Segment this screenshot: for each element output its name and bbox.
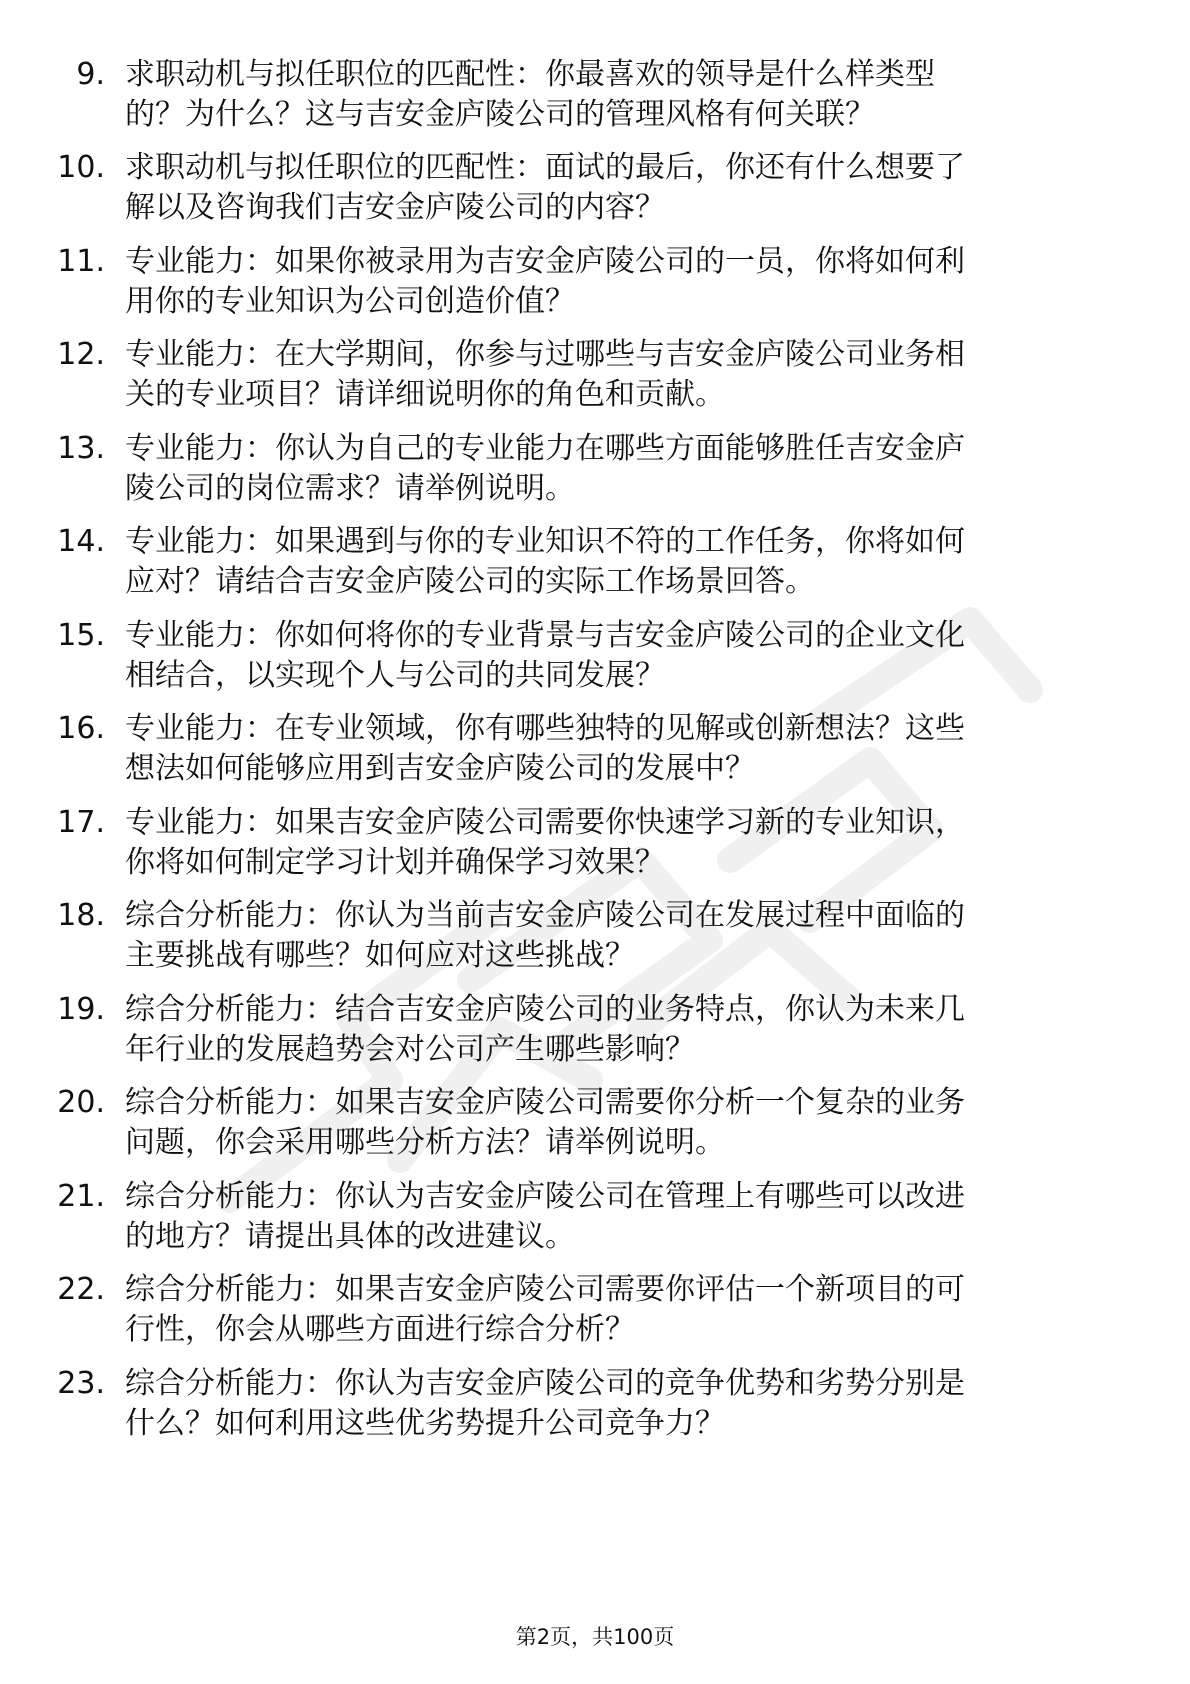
question-number: 21. — [57, 1179, 105, 1214]
question-item — [0, 990, 1190, 1090]
question-item — [0, 616, 1190, 716]
question-item — [0, 1177, 1190, 1277]
question-text-line-1: 专业能力：你认为自己的专业能力在哪些方面能够胜任吉安金庐 — [125, 431, 965, 466]
question-text-line-2: 你将如何制定学习计划并确保学习效果？ — [125, 845, 665, 880]
question-item — [0, 429, 1190, 529]
question-number: 12. — [57, 337, 105, 372]
question-text-line-2: 主要挑战有哪些？如何应对这些挑战？ — [125, 938, 635, 973]
question-text-line-1: 综合分析能力：你认为当前吉安金庐陵公司在发展过程中面临的 — [125, 898, 965, 933]
question-number: 18. — [57, 898, 105, 933]
question-item — [0, 1270, 1190, 1370]
question-text-line-1: 专业能力：如果你被录用为吉安金庐陵公司的一员，你将如何利 — [125, 244, 965, 279]
question-text-line-2: 问题，你会采用哪些分析方法？请举例说明。 — [125, 1125, 725, 1160]
question-text-line-2: 解以及咨询我们吉安金庐陵公司的内容？ — [125, 190, 665, 225]
question-text-line-1: 专业能力：如果遇到与你的专业知识不符的工作任务，你将如何 — [125, 524, 965, 559]
question-text-line-2: 想法如何能够应用到吉安金庐陵公司的发展中？ — [125, 751, 755, 786]
question-text-line-2: 关的专业项目？请详细说明你的角色和贡献。 — [125, 377, 725, 412]
question-text-line-2: 相结合，以实现个人与公司的共同发展？ — [125, 658, 665, 693]
question-number: 11. — [57, 244, 105, 279]
question-text-line-2: 的地方？请提出具体的改进建议。 — [125, 1219, 575, 1254]
question-text-line-1: 综合分析能力：如果吉安金庐陵公司需要你分析一个复杂的业务 — [125, 1085, 965, 1120]
question-text-line-1: 综合分析能力：如果吉安金庐陵公司需要你评估一个新项目的可 — [125, 1272, 965, 1307]
question-item — [0, 1364, 1190, 1464]
question-number: 13. — [57, 431, 105, 466]
question-text-line-1: 综合分析能力：你认为吉安金庐陵公司在管理上有哪些可以改进 — [125, 1179, 965, 1214]
question-item — [0, 803, 1190, 903]
question-number: 22. — [57, 1272, 105, 1307]
question-text-line-1: 专业能力：在专业领域，你有哪些独特的见解或创新想法？这些 — [125, 711, 965, 746]
question-item — [0, 148, 1190, 248]
question-text-line-1: 专业能力：如果吉安金庐陵公司需要你快速学习新的专业知识， — [125, 805, 965, 840]
question-text-line-1: 求职动机与拟任职位的匹配性：面试的最后，你还有什么想要了 — [125, 150, 965, 185]
question-text-line-1: 求职动机与拟任职位的匹配性：你最喜欢的领导是什么样类型 — [125, 57, 935, 92]
question-number: 15. — [57, 618, 105, 653]
question-text-line-1: 专业能力：在大学期间，你参与过哪些与吉安金庐陵公司业务相 — [125, 337, 965, 372]
question-item — [0, 1083, 1190, 1183]
question-text-line-2: 行性，你会从哪些方面进行综合分析？ — [125, 1312, 635, 1347]
question-number: 17. — [57, 805, 105, 840]
question-number: 14. — [57, 524, 105, 559]
question-item — [0, 522, 1190, 622]
question-item — [0, 242, 1190, 342]
question-number: 10. — [57, 150, 105, 185]
question-text-line-2: 陵公司的岗位需求？请举例说明。 — [125, 471, 575, 506]
question-text-line-2: 的？为什么？这与吉安金庐陵公司的管理风格有何关联？ — [125, 97, 875, 132]
question-number: 16. — [57, 711, 105, 746]
question-item — [0, 709, 1190, 809]
question-text-line-1: 专业能力：你如何将你的专业背景与吉安金庐陵公司的企业文化 — [125, 618, 965, 653]
question-number: 19. — [57, 992, 105, 1027]
question-number: 23. — [57, 1366, 105, 1401]
question-text-line-2: 什么？如何利用这些优劣势提升公司竞争力？ — [125, 1406, 725, 1441]
question-text-line-1: 综合分析能力：结合吉安金庐陵公司的业务特点，你认为未来几 — [125, 992, 965, 1027]
question-text-line-2: 应对？请结合吉安金庐陵公司的实际工作场景回答。 — [125, 564, 815, 599]
question-text-line-2: 年行业的发展趋势会对公司产生哪些影响？ — [125, 1032, 695, 1067]
question-text-line-1: 综合分析能力：你认为吉安金庐陵公司的竞争优势和劣势分别是 — [125, 1366, 965, 1401]
question-item — [0, 896, 1190, 996]
question-item — [0, 335, 1190, 435]
question-number: 20. — [57, 1085, 105, 1120]
question-item — [0, 55, 1190, 155]
question-text-line-2: 用你的专业知识为公司创造价值？ — [125, 284, 575, 319]
page-footer: 第2页，共100页 — [515, 1625, 675, 1649]
question-number: 9. — [76, 57, 105, 92]
